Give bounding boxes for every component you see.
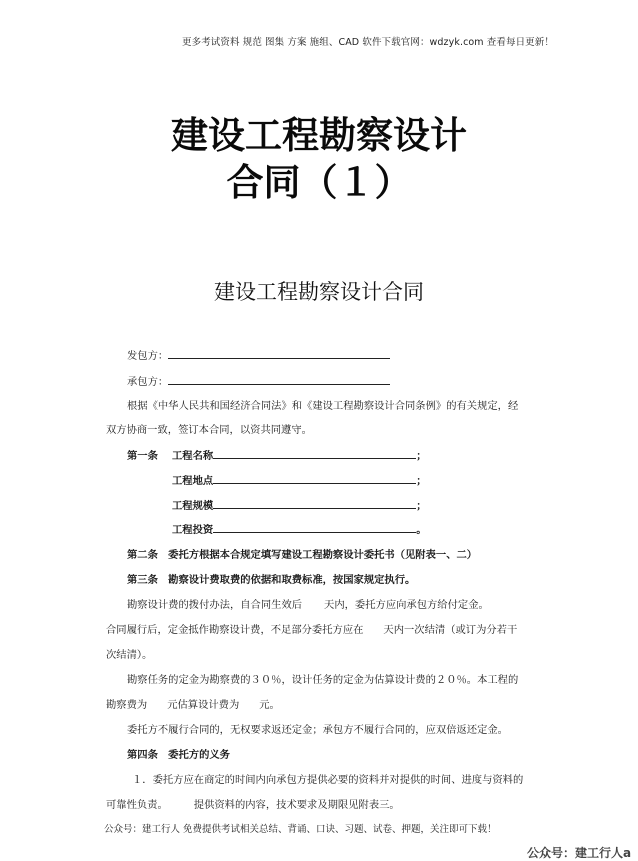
article-1-field-name	[172, 447, 426, 462]
payment-paragraph	[127, 596, 489, 611]
preamble-line-1: 根据《中华人民共和国经济合同法》和《建设工程勘察设计合同条例》的有关规定，经	[127, 400, 519, 412]
contract-paragraph-line-2: 次结清）。	[106, 649, 153, 661]
article-4: 第四条 委托方的义务	[127, 749, 230, 761]
contract-text-a: 合同履行后，定金抵作勘察设计费，不足部分委托方应在	[106, 624, 364, 636]
article-3: 第三条 勘察设计费取费的依据和取费标准，按国家规定执行。	[127, 574, 416, 586]
party-b-blank	[168, 373, 390, 385]
field-label: 工程投资	[172, 524, 214, 536]
contract-subtitle: 建设工程勘察设计合同	[214, 280, 424, 304]
document-title-line-2: 合同（１）	[226, 160, 412, 204]
deposit-paragraph-line-1: 勘察任务的定金为勘察费的３０％，设计任务的定金为估算设计费的２０％。本工程的	[127, 674, 519, 686]
preamble-line-2: 双方协商一致，签订本合同，以资共同遵守。	[106, 424, 312, 436]
field-blank	[213, 521, 416, 533]
field-blank	[213, 472, 416, 484]
field-blank	[213, 497, 416, 509]
document-title-line-1: 建设工程勘察设计	[171, 113, 467, 157]
party-a-label: 发包方：	[127, 350, 169, 362]
field-blank	[213, 447, 416, 459]
footer-note: 公众号：建工行人 免费提供考试相关总结、背诵、口诀、习题、试卷、押题，关注即可下载！	[104, 824, 497, 835]
article-1-heading: 第一条	[127, 450, 158, 462]
item-1-line-1: １．委托方应在商定的时间内向承包方提供必要的资料并对提供的时间、进度与资料的	[132, 774, 524, 786]
party-b-line	[127, 373, 390, 388]
article-1-field-scale	[172, 497, 426, 512]
deposit-paragraph-line-2	[106, 696, 280, 711]
deposit-text-a: 勘察费为	[106, 699, 148, 711]
item-1-text-a: 可靠性负责。	[106, 799, 168, 811]
field-label: 工程地点	[172, 475, 214, 487]
field-end: ；	[416, 450, 427, 462]
article-1-field-location	[172, 472, 426, 487]
deposit-text-b: 元估算设计费为	[167, 699, 240, 711]
field-end: 。	[416, 524, 427, 536]
watermark-text: 公众号：建工行人a	[527, 846, 632, 860]
contract-paragraph-line-1	[106, 621, 517, 636]
article-2: 第二条 委托方根据本合规定填写建设工程勘察设计委托书（见附表一、二）	[127, 549, 478, 561]
item-1-text-b: 提供资料的内容，技术要求及期限见附表三。	[193, 799, 400, 811]
payment-text-b: 天内，委托方应向承包方给付定金。	[324, 599, 489, 611]
header-note: 更多考试资料 规范 图集 方案 施组、CAD 软件下载官网：wdzyk.com 查看每日更新！	[182, 37, 554, 48]
field-end: ；	[416, 500, 427, 512]
item-1-line-2	[106, 796, 400, 811]
field-end: ；	[416, 475, 427, 487]
contract-text-b: 天内一次结清（或订为分若干	[383, 624, 518, 636]
party-a-blank	[168, 347, 390, 359]
field-label: 工程规模	[172, 500, 214, 512]
deposit-text-c: 元。	[259, 699, 280, 711]
field-label: 工程名称	[172, 450, 214, 462]
breach-paragraph: 委托方不履行合同的，无权要求返还定金；承包方不履行合同的，应双倍返还定金。	[127, 724, 508, 736]
party-b-label: 承包方：	[127, 376, 169, 388]
party-a-line	[127, 347, 390, 362]
article-1-field-investment	[172, 521, 426, 536]
payment-text-a: 勘察设计费的拨付办法，自合同生效后	[127, 599, 303, 611]
